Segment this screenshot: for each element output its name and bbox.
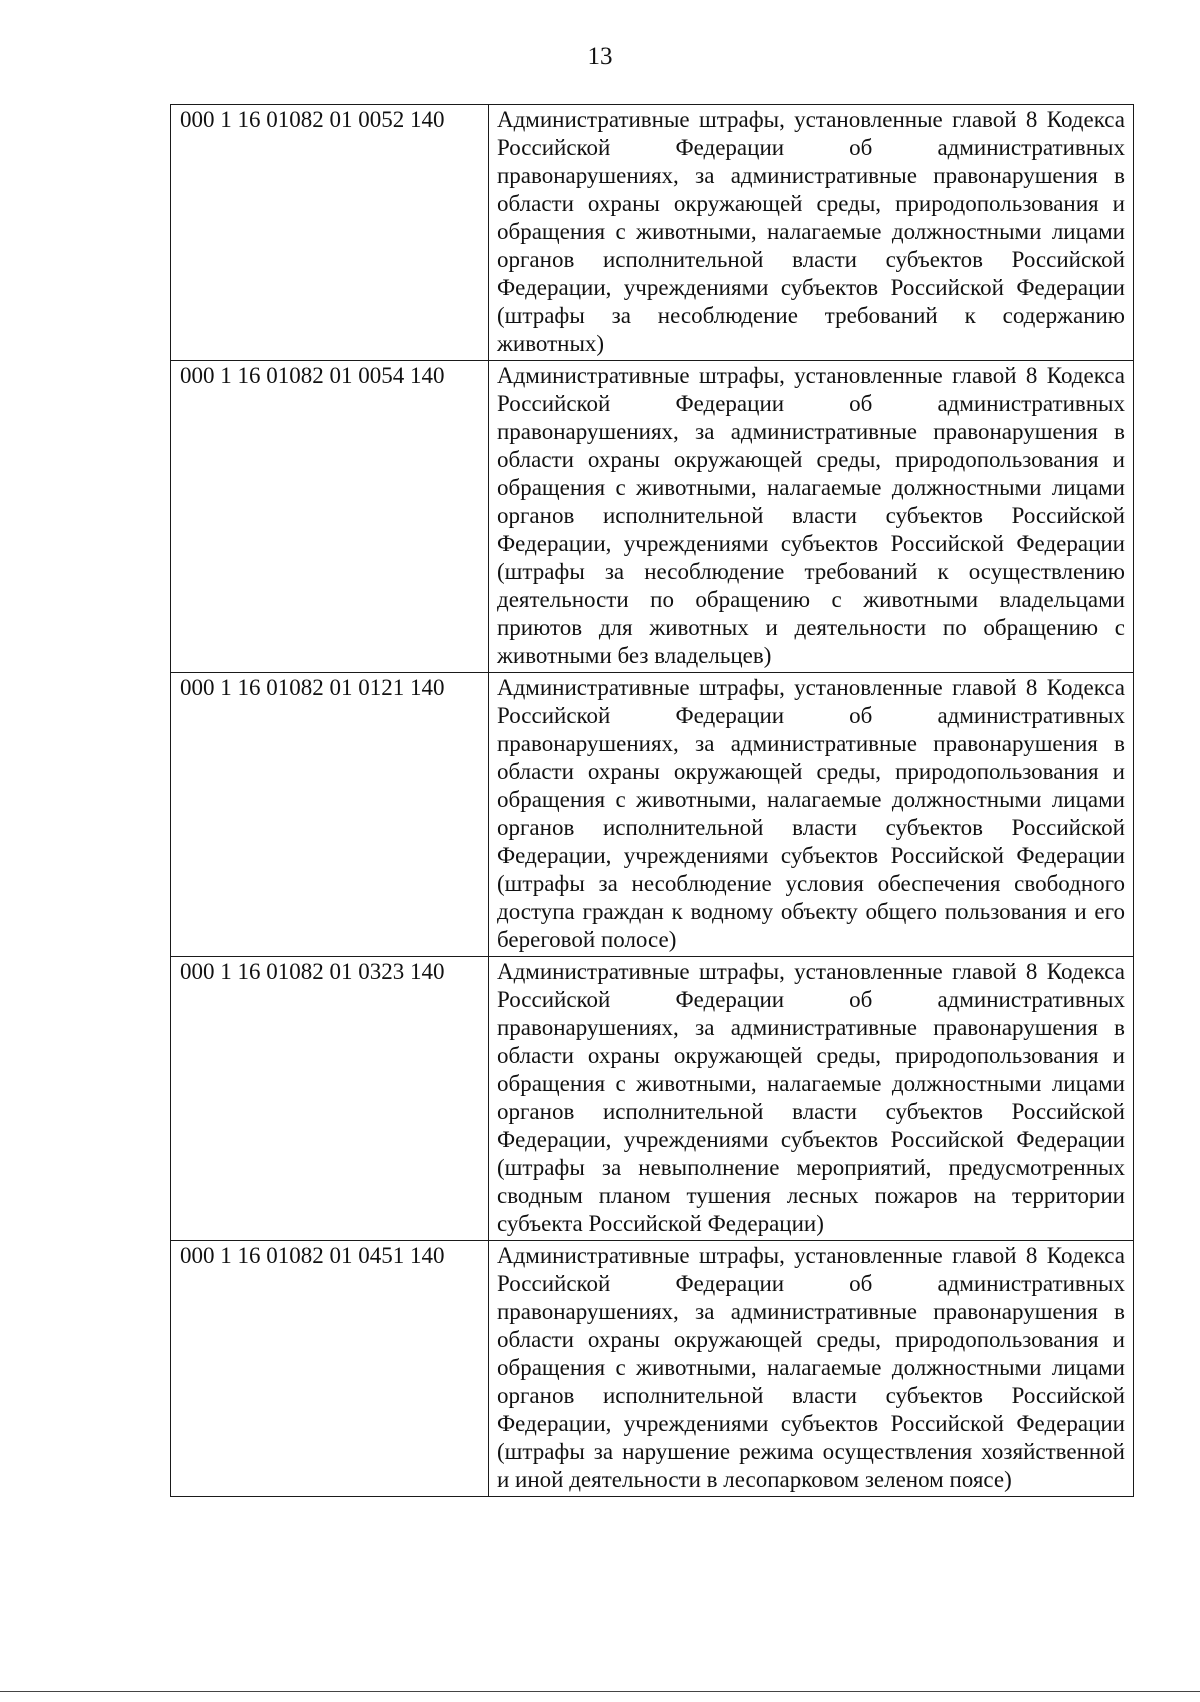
- classification-code: 000 1 16 01082 01 0323 140: [171, 957, 489, 1241]
- code-description: Административные штрафы, установленные главой 8 Кодекса Российской Федерации об административных правонарушениях, за административные правонарушения в области охраны окружающей среды, природопользования и обращения с животными, налагаемые должностными лицами органов исполнительной власти субъектов Российской Федерации, учреждениями субъектов Российской Федерации (штрафы за невыполнение мероприятий, предусмотренных сводным планом тушения лесных пожаров на территории субъекта Российской Федерации): [489, 957, 1134, 1241]
- code-description: Административные штрафы, установленные главой 8 Кодекса Российской Федерации об административных правонарушениях, за административные правонарушения в области охраны окружающей среды, природопользования и обращения с животными, налагаемые должностными лицами органов исполнительной власти субъектов Российской Федерации, учреждениями субъектов Российской Федерации (штрафы за несоблюдение условия обеспечения свободного доступа граждан к водному объекту общего пользования и его береговой полосе): [489, 673, 1134, 957]
- classification-code: 000 1 16 01082 01 0052 140: [171, 105, 489, 361]
- table-row: [171, 957, 1134, 1241]
- code-description: Административные штрафы, установленные главой 8 Кодекса Российской Федерации об административных правонарушениях, за административные правонарушения в области охраны окружающей среды, природопользования и обращения с животными, налагаемые должностными лицами органов исполнительной власти субъектов Российской Федерации, учреждениями субъектов Российской Федерации (штрафы за несоблюдение требований к осуществлению деятельности по обращению с животными владельцами приютов для животных и деятельности по обращению с животными без владельцев): [489, 361, 1134, 673]
- budget-codes-table: [170, 104, 1134, 1497]
- code-description: Административные штрафы, установленные главой 8 Кодекса Российской Федерации об административных правонарушениях, за административные правонарушения в области охраны окружающей среды, природопользования и обращения с животными, налагаемые должностными лицами органов исполнительной власти субъектов Российской Федерации, учреждениями субъектов Российской Федерации (штрафы за несоблюдение требований к содержанию животных): [489, 105, 1134, 361]
- code-description: Административные штрафы, установленные главой 8 Кодекса Российской Федерации об административных правонарушениях, за административные правонарушения в области охраны окружающей среды, природопользования и обращения с животными, налагаемые должностными лицами органов исполнительной власти субъектов Российской Федерации, учреждениями субъектов Российской Федерации (штрафы за нарушение режима осуществления хозяйственной и иной деятельности в лесопарковом зеленом поясе): [489, 1241, 1134, 1497]
- classification-code: 000 1 16 01082 01 0054 140: [171, 361, 489, 673]
- table-row: [171, 105, 1134, 361]
- table-row: [171, 673, 1134, 957]
- page-bottom-edge: [0, 1691, 1200, 1702]
- table-row: [171, 1241, 1134, 1497]
- page-number: 13: [587, 43, 613, 70]
- table-row: [171, 361, 1134, 673]
- classification-code: 000 1 16 01082 01 0451 140: [171, 1241, 489, 1497]
- classification-code: 000 1 16 01082 01 0121 140: [171, 673, 489, 957]
